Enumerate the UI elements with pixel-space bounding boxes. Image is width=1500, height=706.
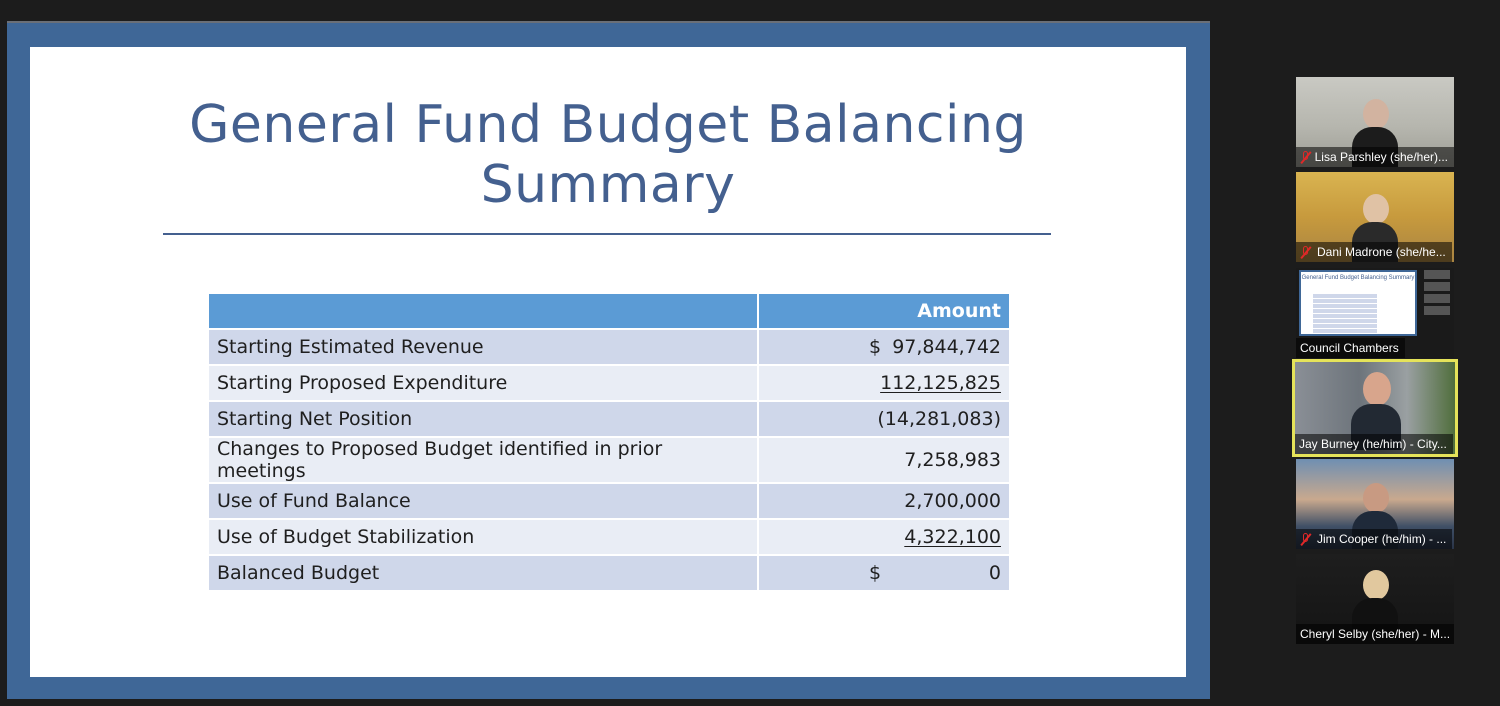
shared-screen-thumbnail: General Fund Budget Balancing Summary (1299, 270, 1417, 336)
amount-value: 2,700,000 (904, 490, 1001, 512)
participant-tile[interactable] (1296, 459, 1454, 549)
table-row (208, 519, 1010, 555)
currency-symbol: $ (869, 336, 882, 358)
participant-name: Dani Madrone (she/he... (1296, 242, 1452, 262)
amount-value: 97,844,742 (892, 336, 1001, 358)
participant-tile-screen-share[interactable] (1296, 268, 1454, 358)
amount-value: 0 (988, 562, 1001, 584)
table-header-row (208, 293, 1010, 329)
row-label: Starting Net Position (208, 401, 758, 437)
budget-table (207, 292, 1011, 592)
header-label-cell (208, 293, 758, 329)
participant-name: Lisa Parshley (she/her)... (1296, 147, 1454, 167)
participant-tile-active-speaker[interactable] (1295, 362, 1455, 454)
row-label: Use of Fund Balance (208, 483, 758, 519)
row-label: Changes to Proposed Budget identified in prior meetings (208, 437, 758, 483)
row-amount (758, 365, 1010, 401)
amount-value: 4,322,100 (904, 526, 1001, 548)
amount-value: (14,281,083) (877, 408, 1001, 430)
row-label: Balanced Budget (208, 555, 758, 591)
table-row (208, 401, 1010, 437)
participant-tile[interactable] (1296, 172, 1454, 262)
amount-value: 112,125,825 (880, 372, 1001, 394)
row-label: Use of Budget Stabilization (208, 519, 758, 555)
mic-muted-icon (1300, 151, 1309, 164)
row-amount (758, 329, 1010, 365)
table-row (208, 329, 1010, 365)
row-amount (758, 437, 1010, 483)
participant-name: Jim Cooper (he/him) - ... (1296, 529, 1452, 549)
table-row (208, 437, 1010, 483)
row-label: Starting Proposed Expenditure (208, 365, 758, 401)
table-row (208, 483, 1010, 519)
mic-muted-icon (1300, 533, 1311, 546)
header-amount-cell: Amount (758, 293, 1010, 329)
participant-name: Jay Burney (he/him) - City... (1295, 434, 1453, 454)
participant-name: Council Chambers (1296, 338, 1405, 358)
row-amount (758, 483, 1010, 519)
table-row (208, 555, 1010, 591)
row-label: Starting Estimated Revenue (208, 329, 758, 365)
slide-title: General Fund Budget Balancing Summary (189, 95, 1027, 215)
participant-tile[interactable] (1296, 554, 1454, 644)
mini-gallery (1424, 270, 1450, 318)
table-row (208, 365, 1010, 401)
participant-name: Cheryl Selby (she/her) - M... (1296, 624, 1454, 644)
shared-screen (7, 21, 1210, 699)
row-amount (758, 519, 1010, 555)
participant-video (1351, 372, 1401, 438)
participant-tile[interactable] (1296, 77, 1454, 167)
mic-muted-icon (1300, 246, 1311, 259)
title-divider (163, 233, 1051, 235)
presentation-slide (30, 47, 1186, 677)
currency-symbol: $ (869, 562, 882, 584)
amount-value: 7,258,983 (904, 449, 1001, 471)
row-amount (758, 555, 1010, 591)
row-amount (758, 401, 1010, 437)
participant-video (1352, 570, 1398, 626)
